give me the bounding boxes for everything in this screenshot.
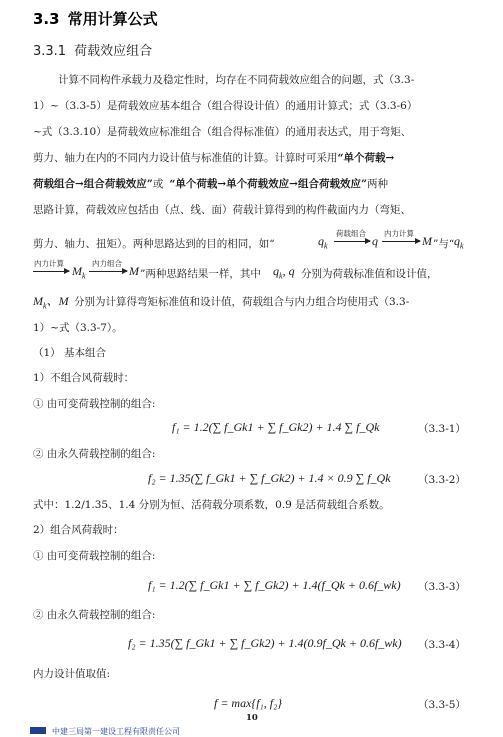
para-line-3: ~式（3.3.10）是荷载效应标准组合（组合得标准值）的通用表达式，用于弯矩、 <box>33 126 412 138</box>
symbol-q: q <box>372 234 378 248</box>
para-line-10: 1）~式（3.3-7）。 <box>33 322 123 334</box>
symbol-qk-2: $q_k$ <box>454 234 464 251</box>
section-heading <box>33 8 158 29</box>
para-line-5-tail: 两种 <box>367 178 389 190</box>
subsection-heading <box>33 40 152 59</box>
arrow-label-load-combination: 荷载组合 <box>336 229 366 238</box>
symbol-M: M <box>422 234 432 248</box>
section-basic-combination: （1） 基本组合 <box>33 347 107 359</box>
arrow-label-force-comb: 内力组合 <box>92 259 122 268</box>
symbol-M-2: M <box>129 264 139 278</box>
para-line-5-bold-2: “单个荷载→单个荷载效应→组合荷载效应” <box>169 178 368 190</box>
para-line-7b: ”与“ <box>433 238 455 250</box>
para-line-4-bold: “单个荷载→ <box>337 152 395 164</box>
case-permanent-control-1: ② 由永久荷载控制的组合: <box>33 448 156 460</box>
section-no-wind: 1）不组合风荷载时： <box>33 372 135 384</box>
equation-number-3-3-4: （3.3-4） <box>418 639 466 651</box>
para-line-8a: ”两种思路结果一样，其中 <box>140 268 261 280</box>
arrow-2 <box>382 241 420 242</box>
case-permanent-control-2: ② 由永久荷载控制的组合: <box>33 609 156 621</box>
equation-number-3-3-5: （3.3-5） <box>418 699 466 711</box>
section-with-wind: 2）组合风荷载时： <box>33 524 124 536</box>
equation-number-3-3-3: （3.3-3） <box>418 581 466 593</box>
case-variable-control-1: ① 由可变荷载控制的组合: <box>33 398 156 410</box>
para-line-8b: 分别为荷载标准值和设计值， <box>301 268 438 280</box>
para-line-4-text: 剪力、轴力在内的不同内力设计值与标准值的计算。计算时可采用 <box>33 152 338 164</box>
para-line-5-bold-1: 荷载组合→组合荷载效应” <box>33 178 153 190</box>
para-line-6: 思路计算，荷载效应包括由（点、线、面）荷载计算得到的构件截面内力（弯矩、 <box>33 204 411 216</box>
symbol-Mk: $M_k$ <box>72 264 86 281</box>
arrow-3 <box>33 271 69 272</box>
para-line-4 <box>33 150 394 165</box>
equation-3-3-4: f₂ = 1.35(∑ f_Gk1 + ∑ f_Gk2) + 1.4(0.9f_Qk + 0.6f_wk) <box>128 636 402 650</box>
para-line-2: 1）~（3.3-5）是荷载效应基本组合（组合得设计值）的通用计算式；式（3.3-6） <box>33 100 418 112</box>
para-line-5 <box>33 176 388 191</box>
page-number: 10 <box>246 713 258 723</box>
arrow-label-force-calc: 内力计算 <box>384 229 414 238</box>
equation-3-3-2: f₂ = 1.35(∑ f_Gk1 + ∑ f_Gk2) + 1.4 × 0.9 ∑ f_Qk <box>148 471 391 485</box>
case-variable-control-2: ① 由可变荷载控制的组合: <box>33 550 156 562</box>
footer-company: 中建三局第一建设工程有限责任公司 <box>52 727 180 736</box>
para-line-5-or: 或 <box>152 178 164 190</box>
symbol-qk: $q_k$ <box>318 234 328 251</box>
symbol-Mk-M: $M_k$、M <box>33 294 69 311</box>
equation-3-3-5: f = max{f₁, f₂} <box>214 696 283 710</box>
subheading-title: 荷载效应组合 <box>74 44 153 59</box>
arrow-label-force-calc-2: 内力计算 <box>34 259 64 268</box>
equation-3-3-3: f₁ = 1.2(∑ f_Gk1 + ∑ f_Gk2) + 1.4(f_Qk + 0.6f_wk) <box>148 578 401 592</box>
equation-number-3-3-2: （3.3-2） <box>418 474 466 486</box>
subheading-number: 3.3.1 <box>33 44 67 59</box>
equation-number-3-3-1: （3.3-1） <box>418 423 466 435</box>
heading-title: 常用计算公式 <box>67 10 158 28</box>
equation-3-3-1: f₁ = 1.2(∑ f_Gk1 + ∑ f_Gk2) + 1.4 ∑ f_Qk <box>172 420 380 434</box>
arrow-4 <box>89 271 127 272</box>
para-line-9: 分别为计算得弯矩标准值和设计值，荷载组合与内力组合均使用式（3.3- <box>74 296 410 308</box>
arrow-1 <box>334 241 370 242</box>
para-line-1: 计算不同构件承载力及稳定性时，均存在不同荷载效应组合的问题，式（3.3- <box>58 74 415 86</box>
heading-number: 3.3 <box>33 10 60 28</box>
company-logo-icon <box>30 727 46 734</box>
para-line-7a: 剪力、轴力、扭矩）。两种思路达到的目的相同，如“ <box>33 238 275 250</box>
symbol-qk-q: $q_k$, q <box>273 264 295 281</box>
note-coefficients: 式中：1.2/1.35、1.4 分别为恒、活荷载分项系数，0.9 是活荷载组合系数。 <box>33 499 390 511</box>
design-value-label: 内力设计值取值: <box>33 668 111 680</box>
